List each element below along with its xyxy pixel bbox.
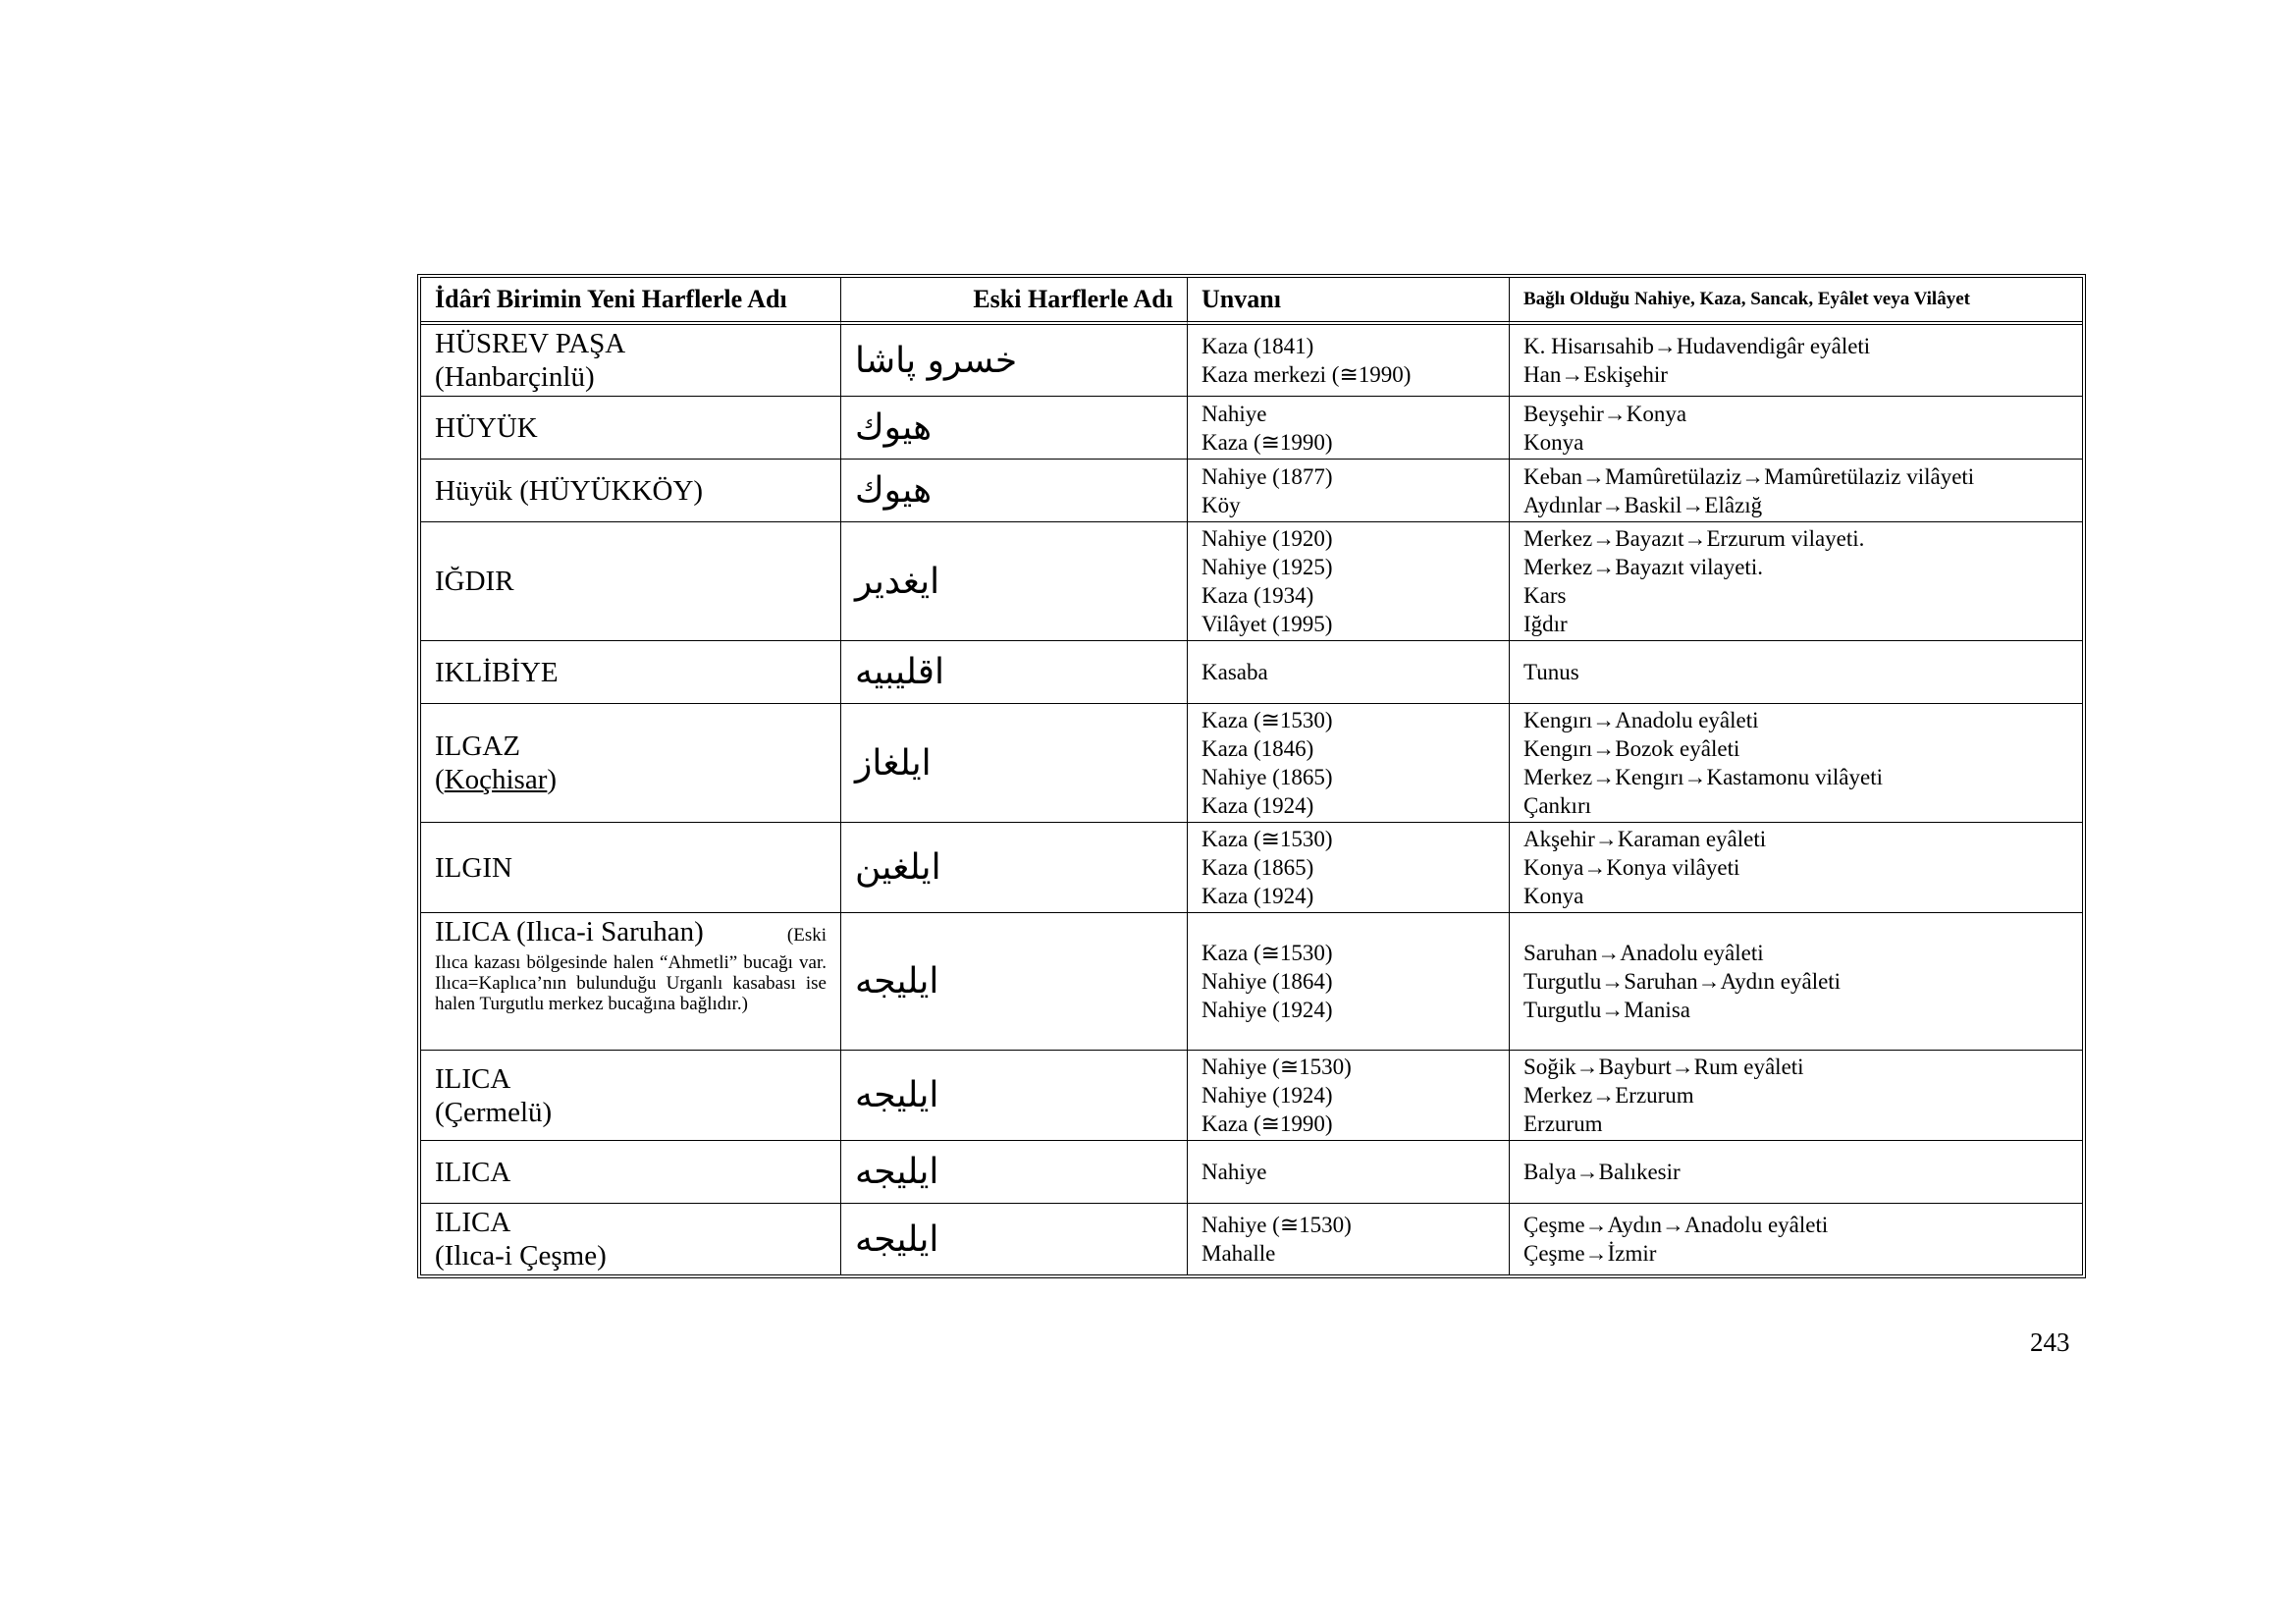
title-line: Nahiye (1865)	[1201, 765, 1333, 789]
affiliation-line: Han→Eskişehir	[1523, 362, 1668, 387]
title-line: Kaza (≅1990)	[1201, 429, 1333, 455]
affiliation-line: Soğik→Bayburt→Rum eyâleti	[1523, 1055, 1804, 1079]
affiliation-line: Balya→Balıkesir	[1523, 1160, 1681, 1184]
unit-name: Hüyük (HÜYÜKKÖY)	[435, 474, 704, 507]
old-script-name: ايليجه	[855, 1152, 939, 1192]
unit-name: HÜSREV PAŞA	[435, 328, 626, 359]
unit-note: Ilıca kazası bölgesinde halen “Ahmetli” bucağı var. Ilıca=Kaplıca’nın bulunduğu Urganlı kasabası ise halen Turgutlu merkez bucağına bağlıdır.)	[435, 952, 827, 1014]
title-line: Nahiye	[1201, 401, 1267, 426]
old-script-name: ايغدير	[855, 561, 940, 602]
affiliation-line: Turgutlu→Manisa	[1523, 998, 1690, 1022]
affiliation-line: Tunus	[1523, 660, 1579, 684]
unit-name-cell	[421, 460, 841, 522]
table-row	[421, 397, 2082, 460]
title-line: Mahalle	[1201, 1241, 1276, 1266]
title-cell	[1188, 1204, 1510, 1274]
title-line: Nahiye (1877)	[1201, 463, 1333, 489]
affiliation-line: Kars	[1523, 583, 1567, 608]
title-line: Kaza (≅1530)	[1201, 708, 1333, 732]
unit-name: ILICA	[435, 1062, 511, 1095]
affiliation-line: Erzurum	[1523, 1111, 1603, 1136]
affiliation-line: Merkez→Kengırı→Kastamonu vilâyeti	[1523, 765, 1883, 789]
title-line: Kaza (≅1990)	[1201, 1111, 1333, 1136]
title-line: Nahiye (1925)	[1201, 555, 1333, 579]
unit-alt-name: (Hanbarçinlü)	[435, 361, 595, 393]
header-new-name: İdârî Birimin Yeni Harflerle Adı	[421, 278, 841, 325]
affiliation-line: Turgutlu→Saruhan→Aydın eyâleti	[1523, 969, 1842, 994]
unit-alt-name: (Ilıca-i Çeşme)	[435, 1240, 607, 1272]
title-cell	[1188, 704, 1510, 823]
table-row	[421, 913, 2082, 1051]
header-title: Unvanı	[1188, 278, 1510, 325]
old-script-cell	[841, 641, 1188, 704]
title-line: Nahiye	[1201, 1160, 1267, 1184]
title-line: Nahiye (1920)	[1201, 526, 1333, 551]
unit-name-cell	[421, 913, 841, 1051]
unit-alt-name: (Çermelü)	[435, 1096, 553, 1128]
table-row	[421, 325, 2082, 397]
header-old-name: Eski Harflerle Adı	[841, 278, 1188, 325]
affiliation-cell	[1510, 1204, 2082, 1274]
title-line: Kaza (1846)	[1201, 736, 1314, 761]
page-number: 243	[2030, 1327, 2070, 1357]
affiliation-cell	[1510, 522, 2082, 641]
unit-name-cell	[421, 823, 841, 913]
old-script-name: ايليجه	[855, 1218, 939, 1260]
old-script-cell	[841, 823, 1188, 913]
affiliation-cell	[1510, 1051, 2082, 1141]
table-row	[421, 704, 2082, 823]
title-line: Nahiye (1924)	[1201, 998, 1333, 1022]
old-script-cell	[841, 704, 1188, 823]
unit-name-cell	[421, 325, 841, 397]
unit-name-cell	[421, 641, 841, 704]
affiliation-line: Aydınlar→Baskil→Elâzığ	[1523, 492, 1763, 517]
table-row	[421, 522, 2082, 641]
title-line: Kaza (≅1530)	[1201, 941, 1333, 965]
unit-name: ILGAZ	[435, 731, 520, 762]
table-row	[421, 641, 2082, 704]
old-script-cell	[841, 1051, 1188, 1141]
affiliation-line: Çeşme→İzmir	[1523, 1241, 1657, 1266]
old-script-name: اقليبيه	[855, 652, 945, 692]
affiliation-line: Beyşehir→Konya	[1523, 401, 1687, 426]
header-affiliation: Bağlı Olduğu Nahiye, Kaza, Sancak, Eyâlet veya Vilâyet	[1510, 278, 2082, 325]
affiliation-cell	[1510, 325, 2082, 397]
old-script-cell	[841, 522, 1188, 641]
old-script-name: ايلغاز	[855, 742, 932, 784]
affiliation-line: Saruhan→Anadolu eyâleti	[1523, 941, 1764, 965]
affiliation-cell	[1510, 823, 2082, 913]
old-script-name: ايليجه	[855, 961, 939, 1001]
table-row	[421, 460, 2082, 522]
table-row	[421, 1141, 2082, 1204]
affiliation-line: Çeşme→Aydın→Anadolu eyâleti	[1523, 1213, 1829, 1237]
old-script-cell	[841, 397, 1188, 460]
title-cell	[1188, 641, 1510, 704]
unit-name-line	[435, 915, 827, 952]
affiliation-cell	[1510, 460, 2082, 522]
title-line: Kaza (1865)	[1201, 855, 1314, 880]
title-line: Nahiye (≅1530)	[1201, 1213, 1352, 1237]
title-line: Kaza (1934)	[1201, 583, 1314, 608]
affiliation-line: Merkez→Bayazıt vilayeti.	[1523, 555, 1763, 579]
old-script-cell	[841, 1204, 1188, 1274]
unit-name-cell	[421, 1204, 841, 1274]
old-script-name: هيوك	[855, 407, 933, 448]
title-line: Nahiye (≅1530)	[1201, 1055, 1352, 1079]
old-script-name: خسرو پاشا	[855, 340, 1018, 381]
title-cell	[1188, 1141, 1510, 1204]
unit-name-cell	[421, 1051, 841, 1141]
table-row	[421, 1204, 2082, 1274]
affiliation-line: Kengırı→Bozok eyâleti	[1523, 736, 1740, 761]
unit-note-start: (Eski	[786, 925, 827, 946]
old-script-name: ايليجه	[855, 1075, 939, 1115]
affiliation-line: Merkez→Bayazıt→Erzurum vilayeti.	[1523, 526, 1865, 551]
affiliation-line: Çankırı	[1523, 793, 1591, 818]
affiliation-cell	[1510, 1141, 2082, 1204]
affiliation-cell	[1510, 397, 2082, 460]
unit-name-cell	[421, 397, 841, 460]
title-cell	[1188, 823, 1510, 913]
title-cell	[1188, 460, 1510, 522]
unit-name: HÜYÜK	[435, 411, 538, 444]
unit-name-cell	[421, 704, 841, 823]
affiliation-line: Konya	[1523, 429, 1584, 455]
old-script-cell	[841, 1141, 1188, 1204]
table-row	[421, 1051, 2082, 1141]
unit-name-cell	[421, 522, 841, 641]
title-line: Kaza merkezi (≅1990)	[1201, 362, 1412, 387]
title-cell	[1188, 325, 1510, 397]
unit-name: IĞDIR	[435, 566, 514, 597]
title-line: Nahiye (1864)	[1201, 969, 1333, 994]
affiliation-line: K. Hisarısahib→Hudavendigâr eyâleti	[1523, 334, 1871, 358]
affiliation-line: Keban→Mamûretülaziz→Mamûretülaziz vilâyeti	[1523, 463, 1975, 489]
title-line: Kaza (1841)	[1201, 334, 1314, 358]
affiliation-line: Konya	[1523, 884, 1584, 908]
unit-name: ILICA	[435, 1207, 511, 1238]
table-header-row	[421, 278, 2082, 325]
title-line: Kasaba	[1201, 660, 1268, 684]
old-script-name: هيوك	[855, 470, 933, 511]
affiliation-line: Merkez→Erzurum	[1523, 1083, 1694, 1108]
title-line: Nahiye (1924)	[1201, 1083, 1333, 1108]
unit-name: ILICA	[435, 1156, 511, 1188]
old-script-cell	[841, 325, 1188, 397]
title-cell	[1188, 522, 1510, 641]
unit-name-cell	[421, 1141, 841, 1204]
title-cell	[1188, 913, 1510, 1051]
unit-alt-name: (Koçhisar)	[435, 764, 558, 795]
affiliation-line: Akşehir→Karaman eyâleti	[1523, 827, 1767, 851]
affiliation-cell	[1510, 913, 2082, 1051]
unit-alt-name-underlined: Koçhisar	[444, 764, 548, 795]
unit-name: ILGIN	[435, 851, 512, 884]
affiliation-line: Kengırı→Anadolu eyâleti	[1523, 708, 1759, 732]
affiliation-line: Konya→Konya vilâyeti	[1523, 855, 1740, 880]
affiliation-cell	[1510, 641, 2082, 704]
title-line: Kaza (1924)	[1201, 884, 1314, 908]
title-cell	[1188, 397, 1510, 460]
old-script-name: ايلغين	[855, 847, 941, 888]
title-line: Vilâyet (1995)	[1201, 612, 1333, 636]
unit-name: IKLİBİYE	[435, 656, 559, 688]
unit-name: ILICA (Ilıca-i Saruhan)	[435, 916, 704, 947]
affiliation-cell	[1510, 704, 2082, 823]
title-line: Köy	[1201, 492, 1241, 517]
title-line: Kaza (1924)	[1201, 793, 1314, 818]
old-script-cell	[841, 913, 1188, 1051]
administrative-units-table	[417, 274, 2086, 1278]
title-line: Kaza (≅1530)	[1201, 827, 1333, 851]
title-cell	[1188, 1051, 1510, 1141]
table-row	[421, 823, 2082, 913]
affiliation-line: Iğdır	[1523, 612, 1568, 636]
old-script-cell	[841, 460, 1188, 522]
